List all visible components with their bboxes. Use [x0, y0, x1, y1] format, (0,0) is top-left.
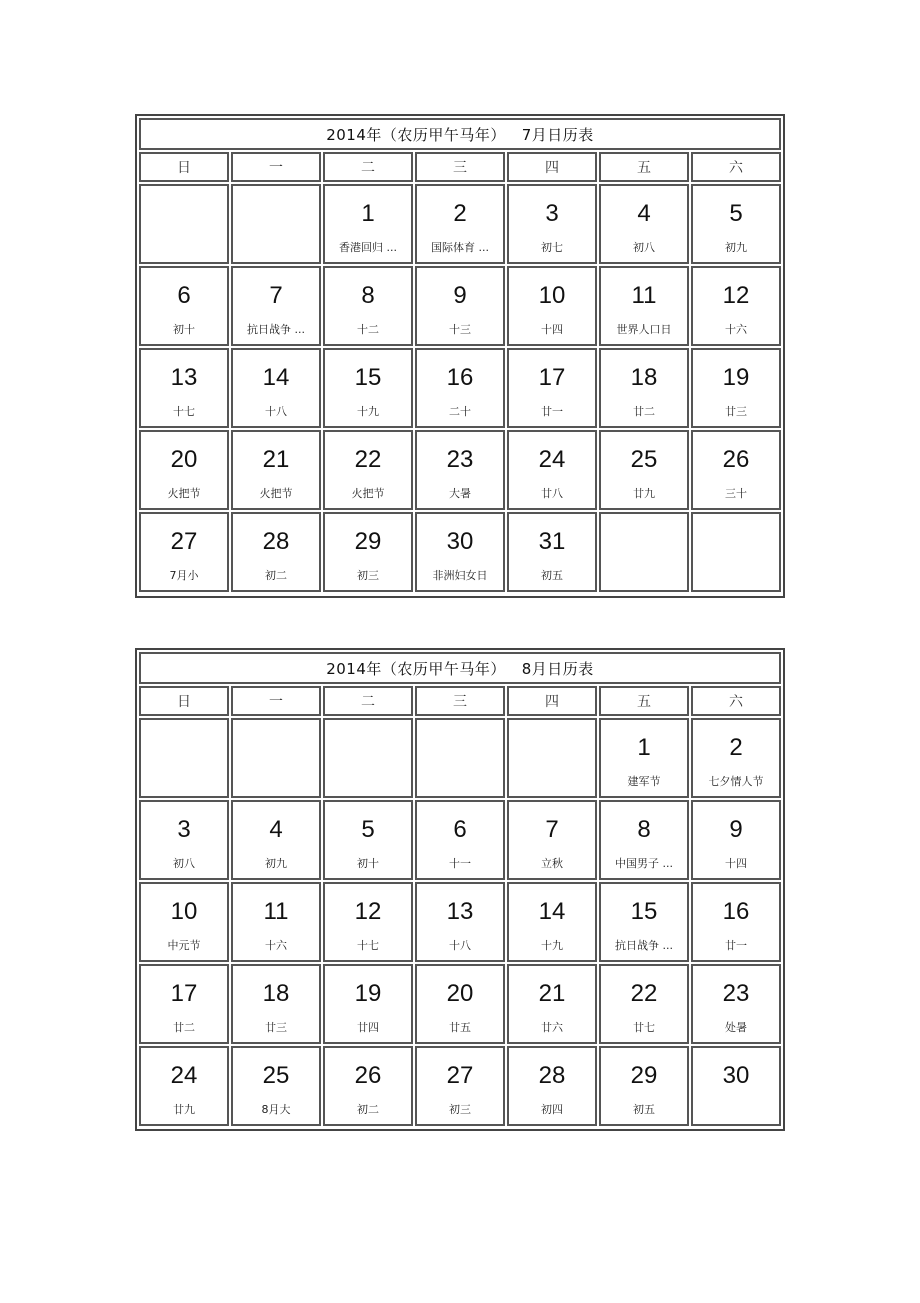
day-cell	[507, 882, 597, 962]
lunar-or-festival-label: 十一	[449, 857, 471, 870]
empty-day-cell	[507, 718, 597, 798]
day-number: 20	[170, 446, 198, 473]
lunar-or-festival-label: 大暑	[449, 487, 471, 500]
day-number: 16	[446, 364, 474, 391]
calendar-title	[139, 652, 781, 684]
day-cell	[415, 266, 505, 346]
lunar-or-festival-label: 初十	[173, 323, 195, 336]
empty-day-cell	[231, 718, 321, 798]
lunar-or-festival-label: 廿七	[633, 1021, 655, 1034]
day-number: 6	[453, 816, 467, 843]
day-cell	[231, 800, 321, 880]
lunar-or-festival-label: 初八	[633, 241, 655, 254]
day-number: 29	[630, 1062, 658, 1089]
day-number: 9	[729, 816, 743, 843]
lunar-or-festival-label: 初十	[357, 857, 379, 870]
day-number: 23	[446, 446, 474, 473]
lunar-or-festival-label: 廿二	[633, 405, 655, 418]
day-cell	[139, 266, 229, 346]
day-number: 12	[354, 898, 382, 925]
day-cell	[323, 184, 413, 264]
calendar-title-month: 8月日历表	[521, 659, 594, 678]
day-number: 27	[446, 1062, 474, 1089]
lunar-or-festival-label: 初九	[725, 241, 747, 254]
day-cell	[415, 348, 505, 428]
day-cell	[691, 184, 781, 264]
day-cell	[415, 430, 505, 510]
day-number: 10	[170, 898, 198, 925]
day-cell	[691, 266, 781, 346]
lunar-or-festival-label: 廿三	[265, 1021, 287, 1034]
day-cell	[507, 430, 597, 510]
day-number: 25	[262, 1062, 290, 1089]
day-number: 26	[722, 446, 750, 473]
day-number: 23	[722, 980, 750, 1007]
lunar-or-festival-label: 十四	[541, 323, 563, 336]
day-number: 29	[354, 528, 382, 555]
day-cell	[415, 800, 505, 880]
day-number: 22	[630, 980, 658, 1007]
day-cell	[691, 882, 781, 962]
day-number: 5	[361, 816, 375, 843]
day-number: 3	[545, 200, 559, 227]
lunar-or-festival-label: 抗日战争 ...	[615, 939, 673, 952]
lunar-or-festival-label: 初七	[541, 241, 563, 254]
lunar-or-festival-label: 立秋	[541, 857, 563, 870]
day-cell	[231, 882, 321, 962]
lunar-or-festival-label: 十二	[357, 323, 379, 336]
day-cell	[507, 266, 597, 346]
empty-day-cell	[415, 718, 505, 798]
weekday-header: 三	[415, 686, 505, 716]
day-cell	[323, 348, 413, 428]
lunar-or-festival-label: 初二	[357, 1103, 379, 1116]
day-number: 18	[630, 364, 658, 391]
lunar-or-festival-label: 非洲妇女日	[432, 569, 488, 582]
lunar-or-festival-label: 初五	[541, 569, 563, 582]
day-cell	[691, 718, 781, 798]
day-cell	[323, 1046, 413, 1126]
day-number: 8	[361, 282, 375, 309]
lunar-or-festival-label: 处暑	[725, 1021, 747, 1034]
day-cell	[691, 1046, 781, 1126]
day-number: 18	[262, 980, 290, 1007]
day-number: 31	[538, 528, 566, 555]
empty-day-cell	[691, 512, 781, 592]
day-number: 7	[269, 282, 283, 309]
day-number: 2	[453, 200, 467, 227]
lunar-or-festival-label: 十六	[725, 323, 747, 336]
day-number: 15	[354, 364, 382, 391]
day-cell	[599, 964, 689, 1044]
lunar-or-festival-label: 廿一	[725, 939, 747, 952]
day-cell	[323, 964, 413, 1044]
day-number: 17	[538, 364, 566, 391]
lunar-or-festival-label: 十四	[725, 857, 747, 870]
lunar-or-festival-label: 抗日战争 ...	[247, 323, 305, 336]
day-number: 22	[354, 446, 382, 473]
lunar-or-festival-label: 初五	[633, 1103, 655, 1116]
weekday-header: 三	[415, 152, 505, 182]
day-cell	[599, 800, 689, 880]
calendar-title-year: 2014年（农历甲午马年）	[326, 659, 506, 678]
weekday-header: 二	[323, 152, 413, 182]
lunar-or-festival-label: 十八	[265, 405, 287, 418]
lunar-or-festival-label: 廿五	[449, 1021, 471, 1034]
day-cell	[507, 800, 597, 880]
day-cell	[599, 718, 689, 798]
lunar-or-festival-label: 世界人口日	[616, 323, 672, 336]
weekday-header: 四	[507, 152, 597, 182]
day-cell	[139, 964, 229, 1044]
weekday-header: 六	[691, 686, 781, 716]
day-number: 27	[170, 528, 198, 555]
day-number: 19	[722, 364, 750, 391]
lunar-or-festival-label: 廿三	[725, 405, 747, 418]
day-cell	[139, 430, 229, 510]
day-cell	[323, 266, 413, 346]
weekday-header: 四	[507, 686, 597, 716]
day-number: 26	[354, 1062, 382, 1089]
day-cell	[415, 184, 505, 264]
day-cell	[507, 348, 597, 428]
day-number: 25	[630, 446, 658, 473]
weekday-header-row	[138, 151, 782, 183]
day-number: 2	[729, 734, 743, 761]
lunar-or-festival-label: 廿八	[541, 487, 563, 500]
lunar-or-festival-label: 火把节	[167, 487, 201, 500]
day-cell	[323, 800, 413, 880]
lunar-or-festival-label: 十九	[541, 939, 563, 952]
day-cell	[139, 800, 229, 880]
day-number: 14	[538, 898, 566, 925]
lunar-or-festival-label: 十八	[449, 939, 471, 952]
day-number: 6	[177, 282, 191, 309]
day-number: 4	[269, 816, 283, 843]
day-grid	[138, 183, 782, 593]
calendar-title-month: 7月日历表	[521, 125, 594, 144]
day-number: 24	[170, 1062, 198, 1089]
day-cell	[323, 512, 413, 592]
day-cell	[139, 512, 229, 592]
lunar-or-festival-label: 廿二	[173, 1021, 195, 1034]
day-number: 12	[722, 282, 750, 309]
day-grid	[138, 717, 782, 1127]
lunar-or-festival-label: 三十	[725, 487, 747, 500]
day-number: 11	[263, 898, 289, 925]
lunar-or-festival-label: 廿六	[541, 1021, 563, 1034]
lunar-or-festival-label: 中国男子 ...	[615, 857, 673, 870]
day-cell	[507, 512, 597, 592]
empty-day-cell	[323, 718, 413, 798]
day-number: 8	[637, 816, 651, 843]
lunar-or-festival-label: 8月大	[261, 1103, 291, 1116]
day-number: 15	[630, 898, 658, 925]
calendar-title-spacer	[506, 659, 522, 677]
day-number: 17	[170, 980, 198, 1007]
lunar-or-festival-label: 廿九	[633, 487, 655, 500]
lunar-or-festival-label: 火把节	[351, 487, 385, 500]
lunar-or-festival-label: 中元节	[167, 939, 201, 952]
calendar-title	[139, 118, 781, 150]
day-number: 24	[538, 446, 566, 473]
lunar-or-festival-label: 二十	[449, 405, 471, 418]
lunar-or-festival-label: 初九	[265, 857, 287, 870]
empty-day-cell	[139, 718, 229, 798]
lunar-or-festival-label: 建军节	[627, 775, 661, 788]
day-cell	[691, 348, 781, 428]
day-cell	[507, 184, 597, 264]
day-number: 30	[722, 1062, 750, 1089]
day-cell	[599, 184, 689, 264]
day-number: 9	[453, 282, 467, 309]
lunar-or-festival-label: 十三	[449, 323, 471, 336]
day-number: 4	[637, 200, 651, 227]
weekday-header: 五	[599, 152, 689, 182]
weekday-header: 日	[139, 686, 229, 716]
weekday-header: 五	[599, 686, 689, 716]
day-cell	[599, 1046, 689, 1126]
day-cell	[415, 882, 505, 962]
day-cell	[415, 512, 505, 592]
day-number: 21	[262, 446, 290, 473]
day-number: 21	[538, 980, 566, 1007]
lunar-or-festival-label: 初二	[265, 569, 287, 582]
day-number: 19	[354, 980, 382, 1007]
day-number: 16	[722, 898, 750, 925]
lunar-or-festival-label: 国际体育 ...	[431, 241, 489, 254]
lunar-or-festival-label: 十六	[265, 939, 287, 952]
empty-day-cell	[231, 184, 321, 264]
lunar-or-festival-label: 十九	[357, 405, 379, 418]
day-number: 7	[545, 816, 559, 843]
empty-day-cell	[599, 512, 689, 592]
day-cell	[323, 430, 413, 510]
lunar-or-festival-label: 十七	[357, 939, 379, 952]
lunar-or-festival-label: 7月小	[169, 569, 199, 582]
day-cell	[507, 964, 597, 1044]
lunar-or-festival-label: 香港回归 ...	[339, 241, 397, 254]
day-cell	[507, 1046, 597, 1126]
lunar-or-festival-label: 七夕情人节	[708, 775, 764, 788]
day-cell	[139, 1046, 229, 1126]
lunar-or-festival-label: 廿九	[173, 1103, 195, 1116]
day-cell	[139, 882, 229, 962]
lunar-or-festival-label: 廿四	[357, 1021, 379, 1034]
day-number: 5	[729, 200, 743, 227]
day-cell	[231, 266, 321, 346]
day-number: 20	[446, 980, 474, 1007]
calendar-july	[135, 114, 785, 598]
day-cell	[691, 430, 781, 510]
day-cell	[599, 430, 689, 510]
day-cell	[599, 882, 689, 962]
day-number: 3	[177, 816, 191, 843]
calendar-title-spacer	[506, 125, 522, 143]
day-number: 28	[262, 528, 290, 555]
day-cell	[231, 964, 321, 1044]
weekday-header-row	[138, 685, 782, 717]
day-number: 11	[631, 282, 657, 309]
lunar-or-festival-label: 初三	[357, 569, 379, 582]
lunar-or-festival-label: 初四	[541, 1103, 563, 1116]
weekday-header: 二	[323, 686, 413, 716]
empty-day-cell	[139, 184, 229, 264]
day-number: 1	[361, 200, 375, 227]
day-cell	[415, 964, 505, 1044]
day-number: 1	[637, 734, 651, 761]
day-cell	[599, 266, 689, 346]
day-cell	[139, 348, 229, 428]
day-cell	[231, 512, 321, 592]
day-cell	[231, 1046, 321, 1126]
weekday-header: 一	[231, 152, 321, 182]
day-cell	[415, 1046, 505, 1126]
day-number: 30	[446, 528, 474, 555]
day-cell	[231, 430, 321, 510]
calendar-title-year: 2014年（农历甲午马年）	[326, 125, 506, 144]
lunar-or-festival-label: 廿一	[541, 405, 563, 418]
day-cell	[691, 800, 781, 880]
day-number: 13	[170, 364, 198, 391]
lunar-or-festival-label: 火把节	[259, 487, 293, 500]
lunar-or-festival-label: 初三	[449, 1103, 471, 1116]
day-number: 13	[446, 898, 474, 925]
day-number: 14	[262, 364, 290, 391]
day-cell	[599, 348, 689, 428]
calendar-august	[135, 648, 785, 1131]
day-number: 10	[538, 282, 566, 309]
weekday-header: 一	[231, 686, 321, 716]
weekday-header: 日	[139, 152, 229, 182]
day-cell	[691, 964, 781, 1044]
day-cell	[323, 882, 413, 962]
day-cell	[231, 348, 321, 428]
weekday-header: 六	[691, 152, 781, 182]
lunar-or-festival-label: 初八	[173, 857, 195, 870]
day-number: 28	[538, 1062, 566, 1089]
lunar-or-festival-label: 十七	[173, 405, 195, 418]
